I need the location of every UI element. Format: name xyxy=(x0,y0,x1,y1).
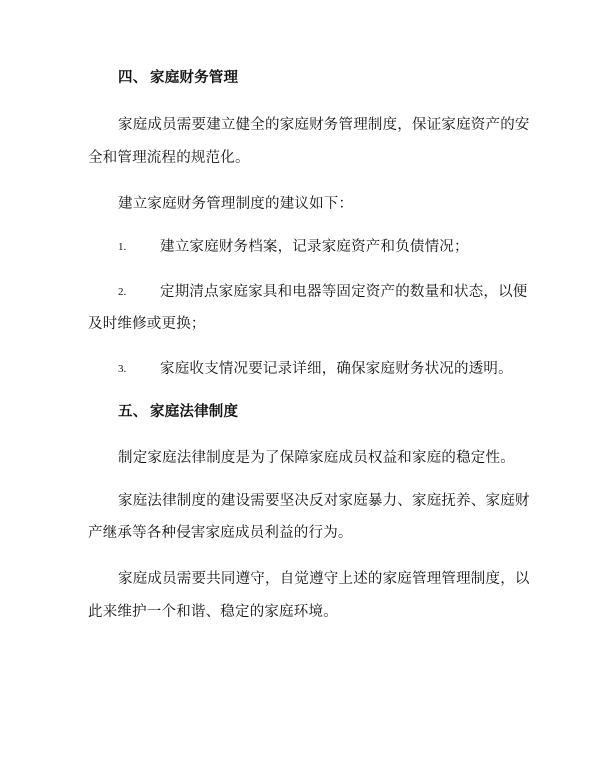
list-item-2-number: 2. xyxy=(118,286,127,298)
list-item-2-text-line-2: 及时维修或更换； xyxy=(88,316,206,332)
section-5-paragraph-1: 制定家庭法律制度是为了保障家庭成员权益和家庭的稳定性。 xyxy=(118,450,515,466)
section-4-paragraph-line-2: 全和管理流程的规范化。 xyxy=(88,150,250,166)
section-5-paragraph-2-line-2: 产继承等各种侵害家庭成员利益的行为。 xyxy=(88,525,353,541)
list-item-1-text: 建立家庭财务档案，记录家庭资产和负债情况； xyxy=(160,239,469,255)
section-4-paragraph-line-1: 家庭成员需要建立健全的家庭财务管理制度，保证家庭资产的安 xyxy=(118,117,530,133)
list-item-1-number: 1. xyxy=(118,241,127,253)
list-item-2-text-line-1: 定期清点家庭家具和电器等固定资产的数量和状态，以便 xyxy=(160,284,528,300)
section-5-title: 家庭法律制度 xyxy=(150,403,239,420)
section-4-title: 家庭财务管理 xyxy=(150,69,239,86)
section-5-number: 五、 xyxy=(118,403,148,420)
section-4-number: 四、 xyxy=(118,69,148,86)
section-4-intro: 建立家庭财务管理制度的建议如下： xyxy=(118,196,354,212)
section-5-paragraph-2-line-1: 家庭法律制度的建设需要坚决反对家庭暴力、家庭抚养、家庭财 xyxy=(118,493,530,509)
list-item-3-text: 家庭收支情况要记录详细，确保家庭财务状况的透明。 xyxy=(160,361,513,377)
list-item-3-number: 3. xyxy=(118,363,127,375)
section-5-paragraph-3-line-1: 家庭成员需要共同遵守，自觉遵守上述的家庭管理管理制度，以 xyxy=(118,571,530,587)
section-5-paragraph-3-line-2: 此来维护一个和谐、稳定的家庭环境。 xyxy=(88,604,338,620)
